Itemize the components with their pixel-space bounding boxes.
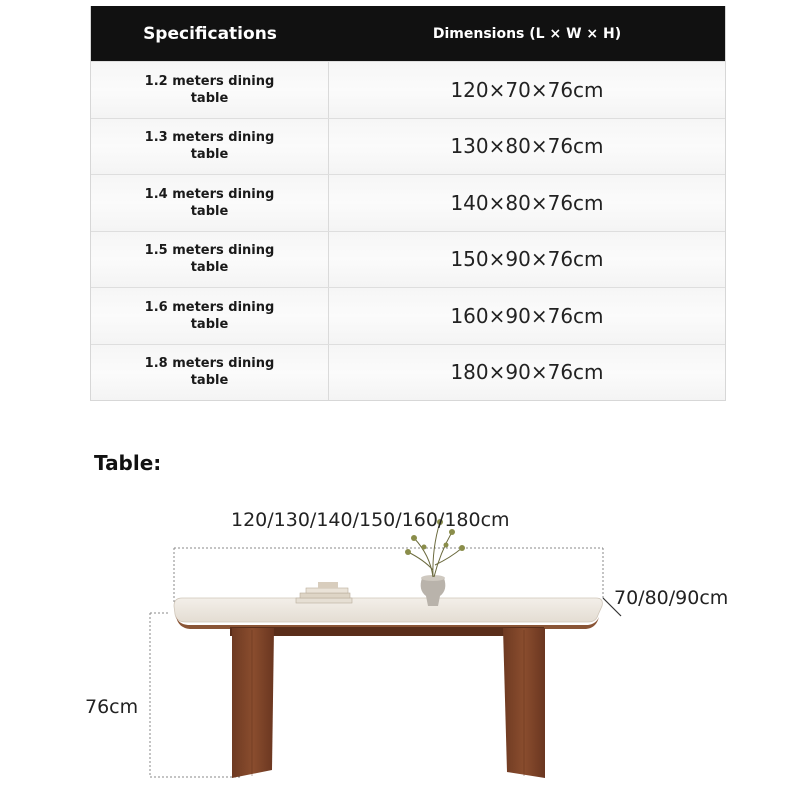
table-leg-left: [232, 628, 274, 778]
row-spec-name: 1.3 meters dining table: [91, 119, 329, 175]
vase-decor: [405, 519, 465, 606]
height-dimension-line: [150, 613, 240, 777]
row-dimensions: 150×90×76cm: [450, 247, 604, 272]
row-spec-name: 1.8 meters dining table: [91, 345, 329, 401]
header-specifications: Specifications: [143, 23, 277, 44]
row-dimensions: 130×80×76cm: [450, 134, 604, 159]
row-dimensions: 120×70×76cm: [450, 77, 604, 102]
row-spec-name: 1.5 meters dining table: [91, 232, 329, 288]
header-dimensions: Dimensions (L × W × H): [432, 25, 622, 42]
row-dimensions: 180×90×76cm: [450, 360, 604, 385]
length-dimension-line: [174, 548, 603, 602]
row-spec-name: 1.4 meters dining table: [91, 175, 329, 231]
books-decor: [296, 582, 352, 603]
row-dimensions: 160×90×76cm: [450, 303, 604, 328]
diagram-title: Table:: [94, 451, 162, 475]
row-spec-name: 1.6 meters dining table: [91, 288, 329, 344]
table-top: [174, 598, 602, 629]
row-dimensions: 140×80×76cm: [450, 190, 604, 215]
table-leg-right: [503, 628, 545, 778]
height-label: 76cm: [85, 696, 139, 718]
row-spec-name: 1.2 meters dining table: [91, 62, 329, 118]
table-apron: [230, 627, 544, 636]
length-label: 120/130/140/150/160/180cm: [231, 509, 510, 531]
width-label: 70/80/90cm: [614, 587, 729, 609]
